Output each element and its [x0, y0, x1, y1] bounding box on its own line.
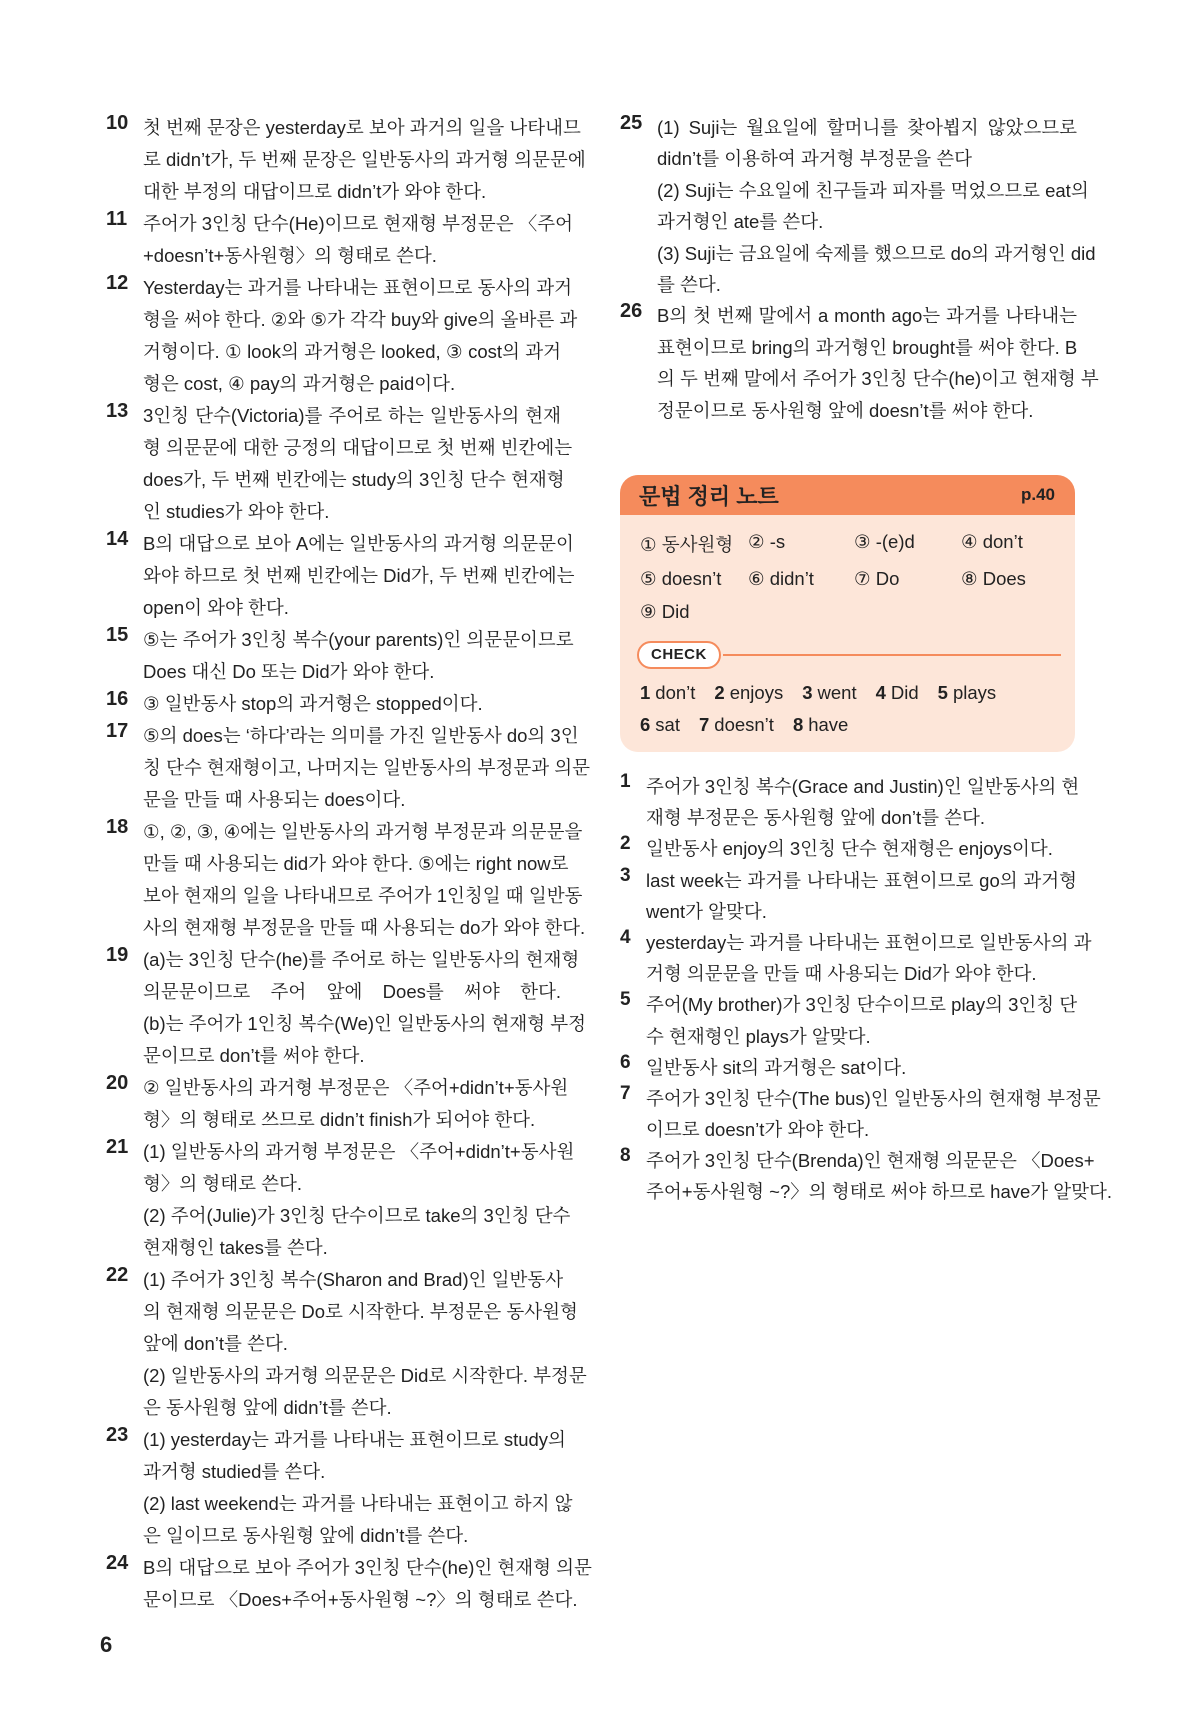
check-answer	[938, 677, 997, 709]
text-line: 일반동사 sit의 과거형은 sat이다.	[646, 1056, 907, 1078]
answer-text: have	[808, 714, 849, 735]
check-answers	[640, 677, 1060, 741]
item-number: 25	[620, 112, 643, 134]
item-text	[143, 208, 574, 272]
text-line: 주어가 3인칭 단수(Brenda)인 현재형 의문문은 〈Does+	[646, 1150, 1095, 1172]
item-text	[143, 1552, 592, 1616]
text-line: (1) 일반동사의 과거형 부정문은 〈주어+didn’t+동사원	[143, 1141, 575, 1162]
text-line: ①, ②, ③, ④에는 일반동사의 과거형 부정문과 의문문을	[143, 821, 583, 842]
text-line: 일반동사 enjoy의 3인칭 단수 현재형은 enjoys이다.	[646, 838, 1053, 860]
text-line: (1) 주어가 3인칭 복수(Sharon and Brad)인 일반동사	[143, 1269, 564, 1290]
item-number: 10	[106, 112, 129, 134]
text-line: 를 쓴다.	[657, 273, 721, 295]
item-text	[143, 112, 586, 208]
item-text	[646, 1145, 1113, 1207]
text-line: (a)는 3인칭 단수(he)를 주어로 하는 일반동사의 현재형	[143, 949, 580, 970]
answer-item	[620, 1052, 1077, 1083]
item-number: 6	[620, 1051, 631, 1073]
answer-item	[620, 771, 1080, 833]
item-number: 24	[106, 1552, 129, 1574]
item-text	[657, 300, 1099, 426]
note-item: ⑦ Do	[854, 568, 900, 589]
item-text	[143, 624, 574, 688]
text-line: B의 첫 번째 말에서 a month ago는 과거를 나타내는	[657, 305, 1077, 327]
answer-item	[106, 208, 574, 272]
check-answer	[802, 677, 856, 709]
text-line: (1) Suji는 월요일에 할머니를 찾아뵙지 않았으므로	[657, 117, 1077, 138]
check-divider	[637, 641, 1061, 669]
grammar-note-title: 문법 정리 노트	[639, 483, 779, 509]
text-line: 로 didn’t가, 두 번째 문장은 일반동사의 과거형 의문문에	[143, 149, 586, 170]
text-line: 이므로 doesn’t가 와야 한다.	[646, 1119, 870, 1141]
text-line: 3인칭 단수(Victoria)를 주어로 하는 일반동사의 현재	[143, 405, 561, 426]
answer-item	[620, 926, 1092, 989]
item-number: 20	[106, 1072, 129, 1094]
item-number: 8	[620, 1145, 631, 1167]
check-label: CHECK	[637, 641, 721, 669]
item-number: 19	[106, 944, 129, 966]
text-line: (b)는 주어가 1인칭 복수(We)인 일반동사의 현재형 부정	[143, 1013, 587, 1034]
grammar-note-box	[620, 475, 1075, 752]
text-line: 수 현재형인 plays가 알맞다.	[646, 1025, 871, 1047]
text-line: 주어가 3인칭 단수(He)이므로 현재형 부정문은 〈주어	[143, 213, 574, 234]
note-item: ⑥ didn’t	[748, 568, 814, 589]
page-number: 6	[100, 1632, 113, 1657]
text-line: didn’t를 이용하여 과거형 부정문을 쓴다	[657, 148, 972, 170]
text-line: 거형이다. ① look의 과거형은 looked, ③ cost의 과거	[143, 341, 561, 362]
left-column-answers	[106, 112, 592, 1616]
note-item: ⑨ Did	[640, 601, 690, 622]
item-number: 23	[106, 1424, 129, 1446]
check-line	[723, 654, 1061, 656]
item-number: 18	[106, 816, 129, 838]
text-line: 형〉의 형태로 쓴다.	[143, 1173, 303, 1194]
text-line: 문을 만들 때 사용되는 does이다.	[143, 789, 406, 810]
text-line: Yesterday는 과거를 나타내는 표현이므로 동사의 과거	[143, 277, 572, 298]
text-line: 현재형인 takes를 쓴다.	[143, 1237, 328, 1258]
text-line: 정문이므로 동사원형 앞에 doesn’t를 써야 한다.	[657, 399, 1034, 421]
text-line: 은 동사원형 앞에 didn’t를 쓴다.	[143, 1397, 392, 1418]
answer-item	[106, 1424, 573, 1552]
note-item: ⑤ doesn’t	[640, 568, 722, 589]
text-line: 은 일이므로 동사원형 앞에 didn’t를 쓴다.	[143, 1525, 469, 1546]
check-answer	[714, 677, 783, 709]
text-line: 첫 번째 문장은 yesterday로 보아 과거의 일을 나타내므	[143, 117, 581, 138]
answer-item	[106, 944, 587, 1072]
answer-text: Did	[890, 682, 919, 703]
text-line: 거형 의문문을 만들 때 사용되는 Did가 와야 한다.	[646, 963, 1037, 985]
item-number: 7	[620, 1082, 631, 1104]
text-line: 만들 때 사용되는 did가 와야 한다. ⑤에는 right now로	[143, 853, 569, 874]
item-text	[143, 944, 587, 1072]
text-line: 주어가 3인칭 복수(Grace and Justin)인 일반동사의 현	[646, 776, 1080, 797]
text-line: (1) yesterday는 과거를 나타내는 표현이므로 study의	[143, 1429, 566, 1450]
answer-item	[620, 833, 1077, 864]
text-line: 형을 써야 한다. ②와 ⑤가 각각 buy와 give의 올바른 과	[143, 309, 578, 330]
item-number: 1	[620, 771, 631, 792]
note-item: ① 동사원형	[640, 534, 734, 555]
grammar-note-items	[640, 531, 1060, 623]
text-line: 의문문이므로 주어 앞에 Does를 써야 한다.	[143, 981, 561, 1002]
answer-number: 2	[714, 682, 725, 703]
item-number: 13	[106, 400, 129, 422]
note-item: ④ don’t	[961, 531, 1023, 552]
text-line: (2) 일반동사의 과거형 의문문은 Did로 시작한다. 부정문	[143, 1365, 587, 1386]
text-line: (3) Suji는 금요일에 숙제를 했으므로 do의 과거형인 did	[657, 242, 1096, 264]
answer-item	[106, 1264, 587, 1424]
answer-number: 1	[640, 682, 651, 703]
answer-number: 3	[802, 682, 813, 703]
item-text	[143, 720, 591, 816]
text-line: B의 대답으로 보아 A에는 일반동사의 과거형 의문문이	[143, 533, 574, 554]
text-line: 주어(My brother)가 3인칭 단수이므로 play의 3인칭 단	[646, 994, 1078, 1016]
answer-text: went	[817, 682, 857, 703]
answer-number: 7	[698, 714, 710, 735]
item-text	[646, 833, 1077, 864]
item-text	[143, 1072, 569, 1136]
item-text	[143, 1264, 587, 1424]
item-number: 2	[620, 833, 631, 855]
text-line: 사의 현재형 부정문을 만들 때 사용되는 do가 와야 한다.	[143, 917, 586, 938]
item-text	[646, 989, 1077, 1051]
item-number: 15	[106, 624, 129, 646]
text-line: (2) last weekend는 과거를 나타내는 표현이고 하지 않	[143, 1493, 573, 1514]
answer-row	[640, 709, 1060, 741]
item-text	[143, 528, 575, 624]
item-text	[646, 1083, 1101, 1145]
text-line: 문이므로 〈Does+주어+동사원형 ~?〉의 형태로 쓴다.	[143, 1589, 578, 1610]
text-line: 형〉의 형태로 쓰므로 didn’t finish가 되어야 한다.	[143, 1109, 536, 1130]
text-line: 주어가 3인칭 단수(The bus)인 일반동사의 현재형 부정문	[646, 1087, 1101, 1109]
text-line: ③ 일반동사 stop의 과거형은 stopped이다.	[143, 693, 483, 714]
item-number: 21	[106, 1136, 129, 1158]
answer-text: plays	[952, 682, 997, 703]
answer-item	[106, 688, 561, 720]
item-text	[143, 1424, 573, 1552]
answer-item	[106, 1072, 569, 1136]
text-line: 칭 단수 현재형이고, 나머지는 일반동사의 부정문과 의문	[143, 757, 591, 778]
item-number: 22	[106, 1264, 129, 1286]
text-line: 재형 부정문은 동사원형 앞에 don’t를 쓴다.	[646, 807, 986, 829]
item-number: 17	[106, 720, 129, 742]
text-line: 앞에 don’t를 쓴다.	[143, 1333, 288, 1354]
item-number: 12	[106, 272, 129, 294]
answer-item	[620, 112, 1096, 300]
text-line: +doesn’t+동사원형〉의 형태로 쓴다.	[143, 245, 437, 266]
text-line: ② 일반동사의 과거형 부정문은 〈주어+didn’t+동사원	[143, 1077, 569, 1098]
text-line: (2) Suji는 수요일에 친구들과 피자를 먹었으므로 eat의	[657, 179, 1089, 201]
answer-item	[106, 816, 586, 944]
answer-item	[106, 528, 575, 624]
answer-item	[106, 1552, 592, 1616]
text-line: yesterday는 과거를 나타내는 표현이므로 일반동사의 과	[646, 931, 1092, 953]
answer-number: 6	[640, 714, 651, 735]
answer-row	[640, 677, 1060, 709]
item-text	[143, 1136, 575, 1264]
text-line: 과거형인 ate를 쓴다.	[657, 211, 824, 233]
text-line: 형은 cost, ④ pay의 과거형은 paid이다.	[143, 373, 456, 394]
item-text	[646, 771, 1080, 833]
text-line: 의 두 번째 말에서 주어가 3인칭 단수(he)이고 현재형 부	[657, 368, 1099, 390]
text-line: 대한 부정의 대답이므로 didn’t가 와야 한다.	[143, 181, 487, 202]
check-answer	[793, 709, 848, 741]
answer-item	[106, 272, 578, 400]
answer-item	[620, 1145, 1113, 1207]
text-line: 주어+동사원형 ~?〉의 형태로 써야 하므로 have가 알맞다.	[646, 1181, 1113, 1203]
answer-text: enjoys	[729, 682, 784, 703]
answer-item	[106, 112, 586, 208]
answer-item	[106, 400, 573, 528]
note-item: ③ -(e)d	[854, 531, 915, 552]
item-text	[143, 272, 578, 400]
check-explanations	[620, 771, 1113, 1208]
text-line: 인 studies가 와야 한다.	[143, 501, 330, 522]
answer-number: 4	[875, 682, 886, 703]
check-answer	[640, 677, 695, 709]
item-number: 14	[106, 528, 129, 550]
check-answer	[640, 709, 680, 741]
answer-item	[620, 1082, 1101, 1145]
item-text	[143, 688, 561, 720]
item-number: 26	[620, 300, 643, 323]
answer-item	[620, 300, 1099, 426]
item-number: 3	[620, 864, 631, 886]
answer-item	[106, 720, 591, 816]
item-number: 11	[106, 208, 128, 230]
text-line: 형 의문문에 대한 긍정의 대답이므로 첫 번째 빈칸에는	[143, 437, 573, 458]
text-line: ⑤는 주어가 3인칭 복수(your parents)인 의문문이므로	[143, 629, 574, 650]
text-line: 표현이므로 bring의 과거형인 brought를 써야 한다. B	[657, 336, 1078, 358]
text-line: B의 대답으로 보아 주어가 3인칭 단수(he)인 현재형 의문	[143, 1557, 592, 1578]
text-line: open이 와야 한다.	[143, 597, 289, 618]
item-text	[657, 112, 1096, 300]
item-text	[646, 927, 1092, 989]
text-line: (2) 주어(Julie)가 3인칭 단수이므로 take의 3인칭 단수	[143, 1205, 571, 1226]
text-line: 문이므로 don’t를 써야 한다.	[143, 1045, 365, 1066]
item-number: 4	[620, 926, 631, 948]
answer-item	[620, 865, 1077, 927]
item-text	[646, 1052, 1077, 1083]
answer-number: 8	[792, 714, 804, 735]
answer-number: 5	[937, 682, 948, 703]
answer-text: don’t	[655, 682, 696, 703]
text-line: does가, 두 번째 빈칸에는 study의 3인칭 단수 현재형	[143, 469, 565, 490]
text-line: 과거형 studied를 쓴다.	[143, 1461, 326, 1482]
answer-text: sat	[655, 714, 680, 735]
text-line: Does 대신 Do 또는 Did가 와야 한다.	[143, 661, 435, 682]
text-line: 보아 현재의 일을 나타내므로 주어가 1인칭일 때 일반동	[143, 885, 583, 906]
text-line: went가 알맞다.	[646, 900, 767, 922]
grammar-note-header	[620, 475, 1075, 515]
check-answer	[699, 709, 774, 741]
item-number: 5	[620, 989, 631, 1011]
answer-item	[106, 1136, 575, 1264]
item-text	[646, 865, 1077, 927]
text-line: 의 현재형 의문문은 Do로 시작한다. 부정문은 동사원형	[143, 1301, 578, 1322]
right-column-answers	[620, 112, 1099, 426]
answer-item	[620, 989, 1077, 1051]
text-line: 와야 하므로 첫 번째 빈칸에는 Did가, 두 번째 빈칸에는	[143, 565, 575, 586]
item-text	[143, 816, 586, 944]
grammar-note-page-ref: p.40	[1020, 485, 1055, 504]
item-number: 16	[106, 688, 129, 710]
answer-item	[106, 624, 574, 688]
item-text	[143, 400, 573, 528]
note-item: ② -s	[748, 531, 786, 552]
answer-text: doesn’t	[714, 714, 774, 735]
check-answer	[876, 677, 919, 709]
note-item: ⑧ Does	[961, 568, 1026, 589]
text-line: ⑤의 does는 ‘하다’라는 의미를 가진 일반동사 do의 3인	[143, 725, 579, 746]
text-line: last week는 과거를 나타내는 표현이므로 go의 과거형	[646, 869, 1077, 891]
